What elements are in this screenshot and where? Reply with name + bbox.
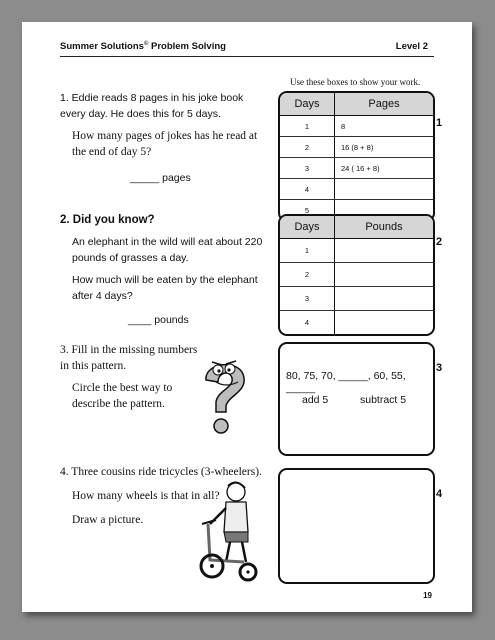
table-row (280, 116, 433, 137)
table1-pages-cell[interactable]: 24 ( 16 + 8) (335, 158, 434, 179)
table1-header-pages: Pages (335, 93, 434, 116)
table2-day-cell: 4 (280, 311, 335, 335)
table-row (280, 287, 433, 311)
table-row (280, 179, 433, 200)
question-4 (60, 464, 300, 534)
table1-day-cell: 1 (280, 116, 335, 137)
worksheet-page (22, 22, 472, 612)
table1-pages-cell[interactable]: 16 (8 + 8) (335, 137, 434, 158)
table1-header-days: Days (280, 93, 335, 116)
table1-pages-cell[interactable] (335, 179, 434, 200)
question-2-text: An elephant in the wild will eat about 220 pounds of grasses a day. (72, 236, 263, 264)
question-2-answer-blank[interactable]: ____ pounds (128, 314, 189, 326)
table2-header-pounds: Pounds (335, 216, 434, 239)
question-4-ask: How many wheels is that in all? (72, 490, 220, 502)
table-row (280, 137, 433, 158)
table2-day-cell: 2 (280, 263, 335, 287)
question-mark-character-icon (194, 352, 254, 442)
question-3-text: 3. Fill in the missing numbers in this pattern. (60, 344, 198, 372)
table2-pounds-cell[interactable] (335, 239, 434, 263)
table2-pounds-cell[interactable] (335, 311, 434, 335)
table1-day-cell: 5 (280, 200, 335, 221)
table1-day-cell: 2 (280, 137, 335, 158)
header-title: Summer Solutions© Problem Solving (60, 41, 226, 53)
question-2-title: 2. Did you know? (60, 214, 155, 226)
days-pounds-table (280, 216, 433, 334)
work-area-hint: Use these boxes to show your work. (290, 77, 421, 87)
table-row (280, 311, 433, 335)
header-divider (60, 56, 434, 57)
question-3-ask: Circle the best way to describe the pattern. (72, 382, 173, 410)
table-row (280, 158, 433, 179)
work-box-3 (278, 342, 435, 456)
table2-pounds-cell[interactable] (335, 287, 434, 311)
work-box-1 (278, 91, 435, 222)
table1-pages-cell[interactable]: 8 (335, 116, 434, 137)
table-row (280, 239, 433, 263)
box-number-1: 1 (436, 117, 443, 129)
page-number: 19 (423, 591, 432, 600)
question-1 (60, 90, 265, 192)
table2-pounds-cell[interactable] (335, 263, 434, 287)
choice-add-5[interactable]: add 5 (302, 394, 329, 406)
question-1-ask: How many pages of jokes has he read at the end of day 5? (72, 130, 258, 158)
work-box-4-drawing-area[interactable] (278, 468, 435, 584)
question-4-instruction: Draw a picture. (72, 514, 144, 526)
table-row (280, 263, 433, 287)
header-level: Level 2 (395, 41, 428, 52)
boy-on-tricycle-icon (190, 480, 260, 585)
number-pattern: 80, 75, 70, _____, 60, 55, _____ (286, 370, 406, 394)
question-1-text: 1. Eddie reads 8 pages in his joke book every day. He does this for 5 days. (60, 92, 244, 120)
table1-day-cell: 3 (280, 158, 335, 179)
question-3 (60, 342, 200, 418)
table2-day-cell: 3 (280, 287, 335, 311)
box-number-4: 4 (436, 488, 443, 500)
box-number-2: 2 (436, 236, 443, 248)
work-box-2 (278, 214, 435, 336)
question-1-answer-blank[interactable]: _____ pages (130, 172, 191, 184)
table2-header-days: Days (280, 216, 335, 239)
question-4-text: 4. Three cousins ride tricycles (3-wheelers). (60, 466, 262, 478)
choice-subtract-5[interactable]: subtract 5 (360, 394, 407, 406)
question-2-ask: How much will be eaten by the elephant after 4 days? (72, 274, 258, 302)
table2-day-cell: 1 (280, 239, 335, 263)
box-number-3: 3 (436, 362, 443, 374)
table1-day-cell: 4 (280, 179, 335, 200)
question-2 (60, 212, 265, 334)
days-pages-table (280, 93, 433, 220)
